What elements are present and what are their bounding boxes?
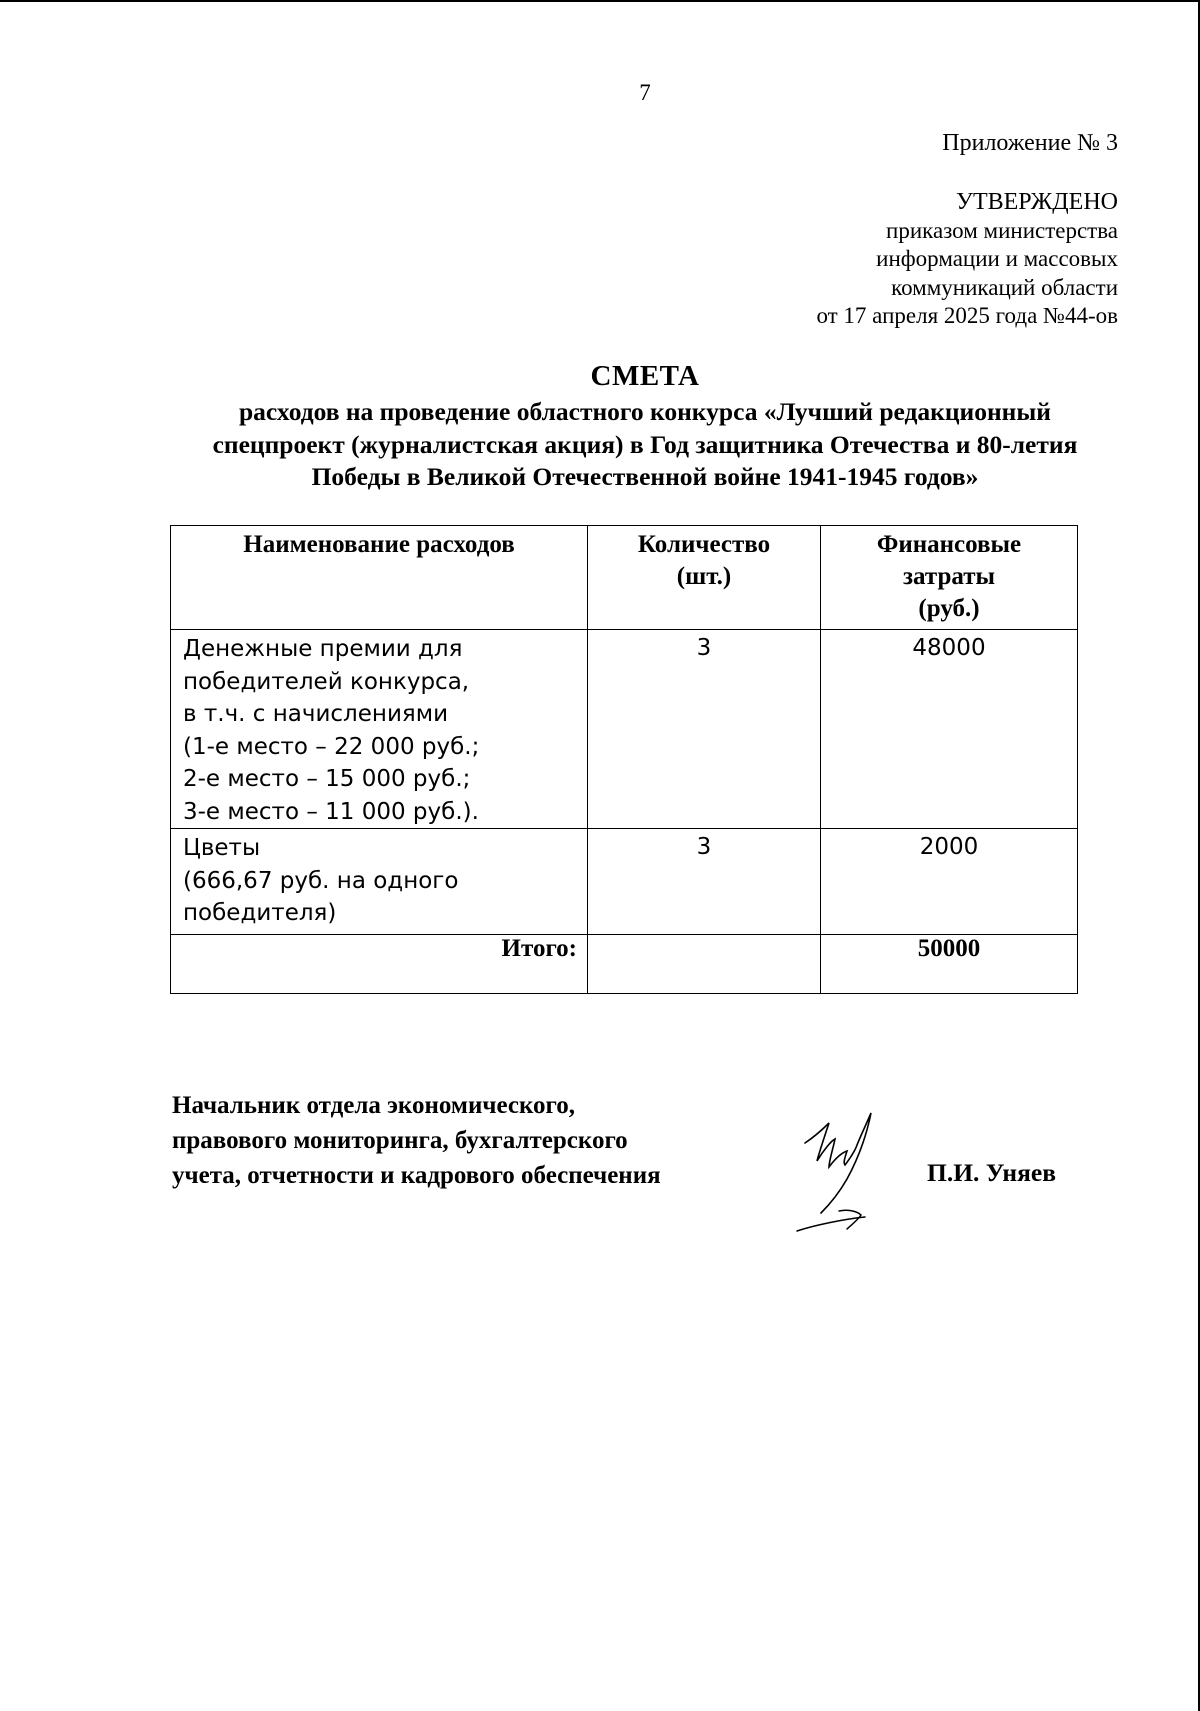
header-expense-name: Наименование расходов xyxy=(171,526,588,630)
approval-heading: УТВЕРЖДЕНО xyxy=(955,189,1118,215)
table-row xyxy=(171,630,1078,829)
total-label: Итого: xyxy=(171,935,588,994)
table-header-row xyxy=(171,526,1078,630)
cost-cell: 2000 xyxy=(821,829,1078,935)
position-line: учета, отчетности и кадрового обеспечения xyxy=(172,1162,661,1189)
document-title: СМЕТА xyxy=(590,360,700,392)
signatory-position xyxy=(172,1088,661,1193)
table-row xyxy=(171,829,1078,935)
page-number: 7 xyxy=(639,80,651,105)
approval-line: коммуникаций области xyxy=(891,274,1118,300)
cost-cell: 48000 xyxy=(821,630,1078,829)
expense-name-cell: Денежные премии для победителей конкурса, в т.ч. с начислениями (1-е место – 22 000 руб.; 2-е место – 15 000 руб.; 3-е место – 11 000 руб.). xyxy=(171,630,588,829)
header-quantity: Количество (шт.) xyxy=(588,526,821,630)
handwritten-signature xyxy=(795,1105,940,1235)
position-line: Начальник отдела экономического, xyxy=(172,1092,576,1119)
page-edge-top xyxy=(0,0,1200,2)
quantity-cell: 3 xyxy=(588,829,821,935)
total-quantity xyxy=(588,935,821,994)
total-cost: 50000 xyxy=(821,935,1078,994)
approval-line: приказом министерства xyxy=(886,217,1118,243)
estimate-table xyxy=(170,525,1078,994)
signer-name: П.И. Уняев xyxy=(927,1158,1056,1187)
appendix-label: Приложение № 3 xyxy=(942,130,1118,156)
expense-name-cell: Цветы (666,67 руб. на одного победителя) xyxy=(171,829,588,935)
position-line: правового мониторинга, бухгалтерского xyxy=(172,1127,628,1154)
quantity-cell: 3 xyxy=(588,630,821,829)
approval-line: информации и массовых xyxy=(876,246,1118,271)
approval-line: от 17 апреля 2025 года №44-ов xyxy=(816,303,1118,328)
approval-block xyxy=(816,188,1118,331)
table-total-row xyxy=(171,935,1078,994)
document-subtitle: расходов на проведение областного конкурса «Лучший редакционный спецпроект (журналистская акция) в Год защитника Отечества и 80-летия Победы в Великой Отечественной войне 1941-1945 годов» xyxy=(212,397,1078,491)
header-cost: Финансовые затраты (руб.) xyxy=(821,526,1078,630)
